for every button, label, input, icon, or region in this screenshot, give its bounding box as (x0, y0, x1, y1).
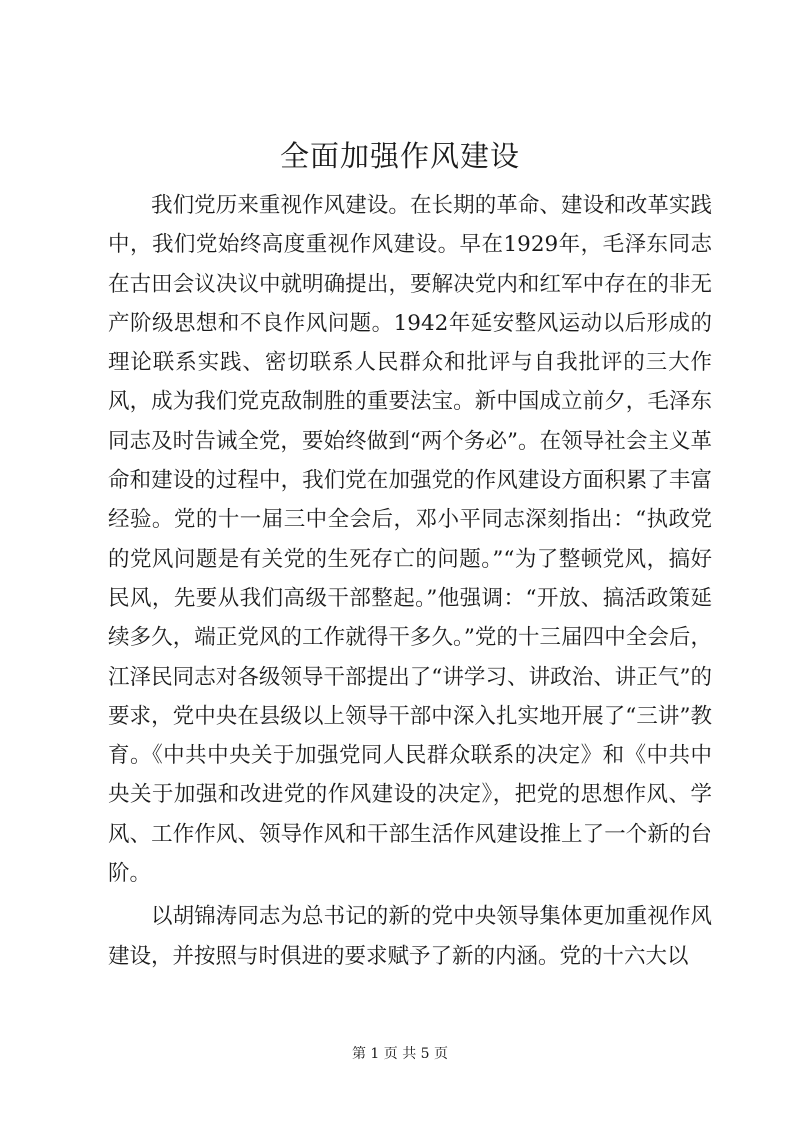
document-body (108, 186, 712, 976)
page-title: 全面加强作风建设 (279, 139, 520, 173)
page-number-footer: 第 1 页 共 5 页 (351, 1046, 449, 1062)
paragraph-1: 我们党历来重视作风建设。在长期的革命、建设和改革实践中，我们党始终高度重视作风建设。早在1929年，毛泽东同志在古田会议决议中就明确提出，要解决党内和红军中存在的非无产阶级思想和不良作风问题。1942年延安整风运动以后形成的理论联系实践、密切联系人民群众和批评与自我批评的三大作风，成为我们党克敌制胜的重要法宝。新中国成立前夕，毛泽东同志及时告诫全党，要始终做到“两个务必”。在领导社会主义革命和建设的过程中，我们党在加强党的作风建设方面积累了丰富经验。党的十一届三中全会后，邓小平同志深刻指出：“执政党的党风问题是有关党的生死存亡的问题。”“为了整顿党风，搞好民风，先要从我们高级干部整起。”他强调：“开放、搞活政策延续多久，端正党风的工作就得干多久。”党的十三届四中全会后，江泽民同志对各级领导干部提出了“讲学习、讲政治、讲正气”的要求，党中央在县级以上领导干部中深入扎实地开展了“三讲”教育。《中共中央关于加强党同人民群众联系的决定》和《中共中央关于加强和改进党的作风建设的决定》，把党的思想作风、学风、工作作风、领导作风和干部生活作风建设推上了一个新的台阶。 (108, 193, 712, 887)
paragraph-2: 以胡锦涛同志为总书记的新的党中央领导集体更加重视作风建设，并按照与时俱进的要求赋予了新的内涵。党的十六大以 (108, 904, 712, 969)
